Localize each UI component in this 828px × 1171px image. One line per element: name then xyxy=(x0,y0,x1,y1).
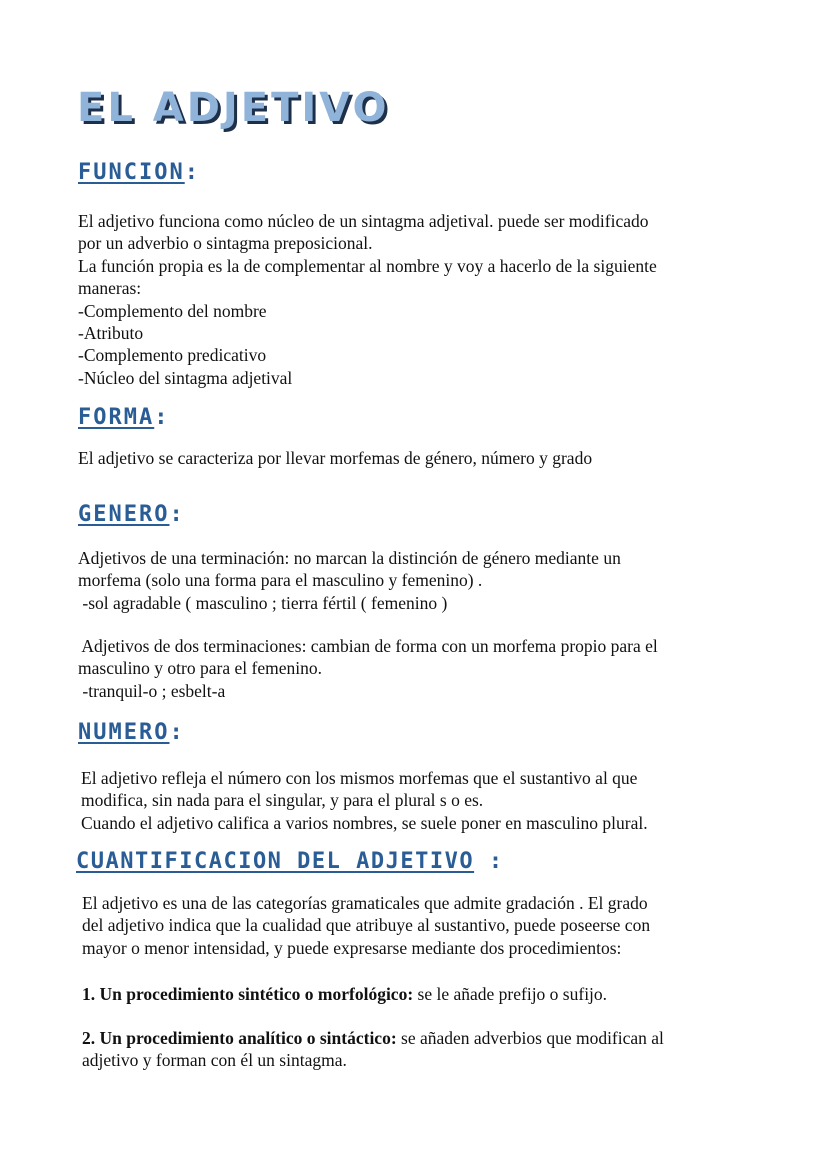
text-line: Adjetivos de una terminación: no marcan la distinción de género mediante un xyxy=(78,548,621,568)
text-line: La función propia es la de complementar al nombre y voy a hacerlo de la siguiente xyxy=(78,255,657,276)
text-line: Adjetivos de dos terminaciones: cambian de forma con un morfema propio para el xyxy=(78,636,658,656)
procedure-item-1 xyxy=(82,983,762,1005)
genero-paragraph-two xyxy=(78,635,758,702)
text-line: del adjetivo indica que la cualidad que atribuye al sustantivo, puede poseerse con xyxy=(82,915,651,936)
heading-numero-label: NUMERO xyxy=(78,720,170,745)
heading-colon: : xyxy=(154,405,170,430)
heading-funcion-label: FUNCION xyxy=(78,160,185,185)
text-line: El adjetivo funciona como núcleo de un sintagma adjetival. puede ser modificado xyxy=(78,211,649,231)
procedure-item-2-text: se añaden adverbios que modifican al xyxy=(396,1028,664,1048)
heading-forma-label: FORMA xyxy=(78,405,155,430)
heading-forma xyxy=(78,405,169,431)
genero-paragraph-one xyxy=(78,547,758,614)
text-line: morfema (solo una forma para el masculino y femenino) . xyxy=(78,570,483,591)
heading-colon: : xyxy=(184,160,200,185)
heading-cuantificacion xyxy=(76,849,504,875)
text-line: Cuando el adjetivo califica a varios nombres, se suele poner en masculino plural. xyxy=(81,812,648,833)
cuantificacion-paragraph xyxy=(82,892,762,959)
list-item: -Atributo xyxy=(78,323,144,344)
forma-paragraph xyxy=(78,447,758,469)
page-title: EL ADJETIVO xyxy=(77,85,390,131)
example-line: -tranquil-o ; esbelt-a xyxy=(78,680,226,701)
text-line: maneras: xyxy=(78,278,142,299)
list-item: -Complemento del nombre xyxy=(78,300,267,321)
text-line: mayor o menor intensidad, y puede expresarse mediante dos procedimientos: xyxy=(82,937,622,958)
text-line: modifica, sin nada para el singular, y para el plural s o es. xyxy=(81,790,484,811)
procedure-item-2 xyxy=(82,1027,762,1072)
procedure-item-1-title: 1. Un procedimiento sintético o morfológico: xyxy=(82,984,414,1004)
numero-paragraph xyxy=(81,767,761,834)
text-line: El adjetivo se caracteriza por llevar morfemas de género, número y grado xyxy=(78,448,593,468)
list-item: -Núcleo del sintagma adjetival xyxy=(78,367,293,388)
heading-funcion xyxy=(78,160,200,186)
heading-numero xyxy=(78,720,185,746)
heading-colon: : xyxy=(169,720,185,745)
heading-cuantificacion-label: CUANTIFICACION DEL ADJETIVO xyxy=(76,849,475,874)
procedure-item-2-title: 2. Un procedimiento analítico o sintáctico: xyxy=(82,1028,397,1048)
procedure-item-2-continuation: adjetivo y forman con él un sintagma. xyxy=(82,1050,347,1071)
list-item: -Complemento predicativo xyxy=(78,345,267,366)
funcion-paragraph xyxy=(78,210,758,389)
heading-colon: : xyxy=(474,849,504,874)
heading-genero xyxy=(78,502,185,528)
text-line: masculino y otro para el femenino. xyxy=(78,658,322,679)
example-line: -sol agradable ( masculino ; tierra fértil ( femenino ) xyxy=(78,592,448,613)
procedure-item-1-text: se le añade prefijo o sufijo. xyxy=(413,984,608,1004)
heading-colon: : xyxy=(169,502,185,527)
text-line: El adjetivo es una de las categorías gramaticales que admite gradación . El grado xyxy=(82,893,648,913)
text-line: por un adverbio o sintagma preposicional. xyxy=(78,233,373,254)
text-line: El adjetivo refleja el número con los mismos morfemas que el sustantivo al que xyxy=(81,768,638,788)
heading-genero-label: GENERO xyxy=(78,502,170,527)
